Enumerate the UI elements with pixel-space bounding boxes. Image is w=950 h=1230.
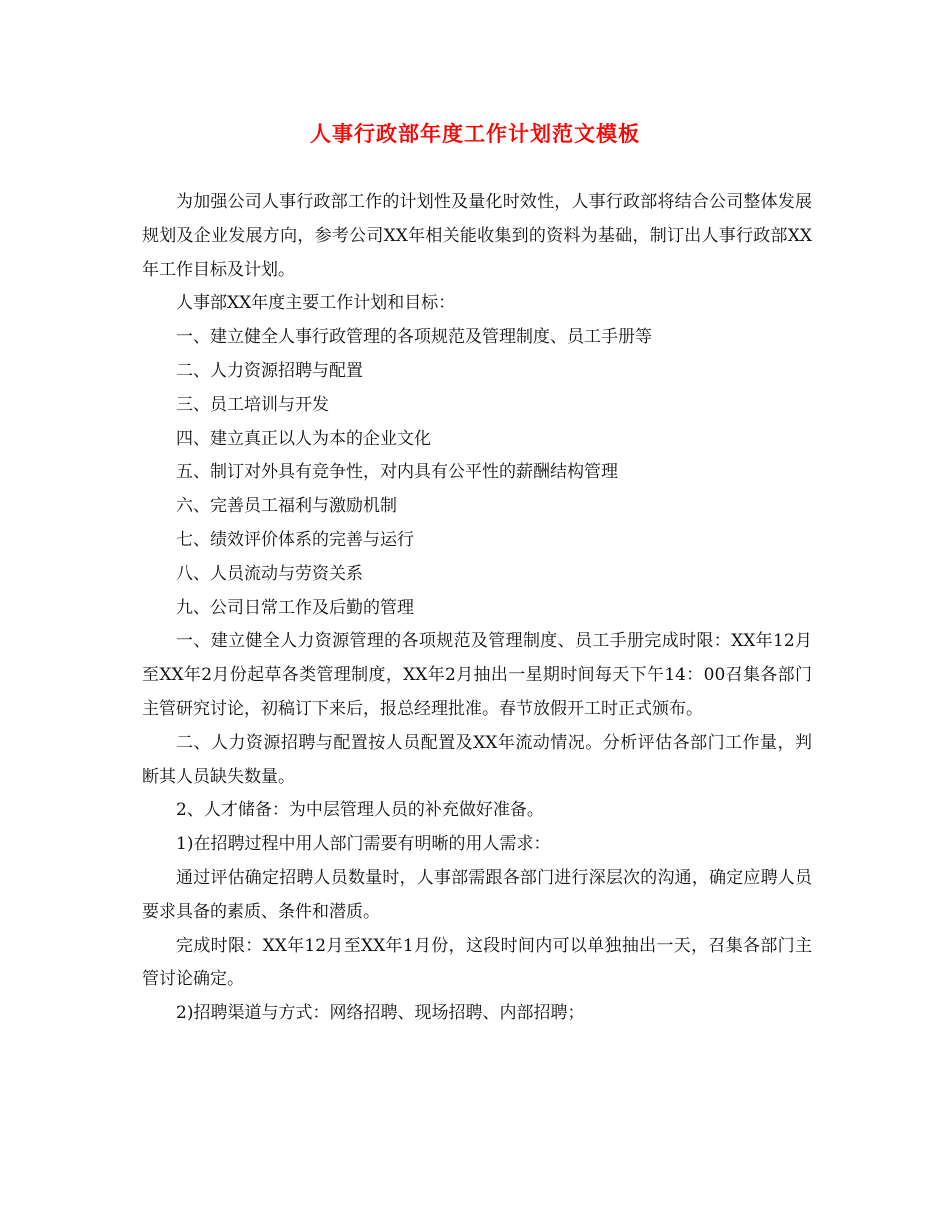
paragraph: 二、人力资源招聘与配置 bbox=[176, 360, 363, 381]
paragraph: 八、人员流动与劳资关系 bbox=[176, 563, 363, 584]
paragraph: 四、建立真正以人为本的企业文化 bbox=[176, 428, 431, 449]
paragraph: 二、人力资源招聘与配置按人员配置及XX年流动情况。分析评估各部门工作量，判断其人员缺失数量。 bbox=[142, 732, 812, 787]
paragraph: 九、公司日常工作及后勤的管理 bbox=[176, 597, 414, 618]
paragraph: 一、建立健全人事行政管理的各项规范及管理制度、员工手册等 bbox=[176, 327, 652, 348]
paragraph: 一、建立健全人力资源管理的各项规范及管理制度、员工手册完成时限：XX年12月至XX年2月份起草各类管理制度，XX年2月抽出一星期时间每天下午14：00召集各部门主管研究讨论，初稿订下来后，报总经理批准。春节放假开工时正式颁布。 bbox=[142, 631, 812, 719]
document-body bbox=[142, 186, 812, 1031]
paragraph: 1)在招聘过程中用人部门需要有明晰的用人需求： bbox=[176, 834, 551, 855]
paragraph: 为加强公司人事行政部工作的计划性及量化时效性，人事行政部将结合公司整体发展规划及企业发展方向，参考公司XX年相关能收集到的资料为基础，制订出人事行政部XX年工作目标及计划。 bbox=[142, 192, 812, 280]
paragraph: 2、人才储备：为中层管理人员的补充做好准备。 bbox=[176, 800, 544, 821]
paragraph: 七、绩效评价体系的完善与运行 bbox=[176, 529, 414, 550]
paragraph: 完成时限：XX年12月至XX年1月份，这段时间内可以单独抽出一天，召集各部门主管讨论确定。 bbox=[142, 935, 812, 990]
document-title: 人事行政部年度工作计划范文模板 bbox=[310, 121, 640, 146]
paragraph: 通过评估确定招聘人员数量时，人事部需跟各部门进行深层次的沟通，确定应聘人员要求具备的素质、条件和潜质。 bbox=[142, 867, 812, 922]
paragraph: 五、制订对外具有竞争性，对内具有公平性的薪酬结构管理 bbox=[176, 462, 618, 483]
paragraph: 六、完善员工福利与激励机制 bbox=[176, 496, 397, 517]
paragraph: 2)招聘渠道与方式：网络招聘、现场招聘、内部招聘； bbox=[176, 1003, 585, 1024]
paragraph: 人事部XX年度主要工作计划和目标： bbox=[176, 293, 456, 314]
paragraph: 三、员工培训与开发 bbox=[176, 394, 329, 415]
